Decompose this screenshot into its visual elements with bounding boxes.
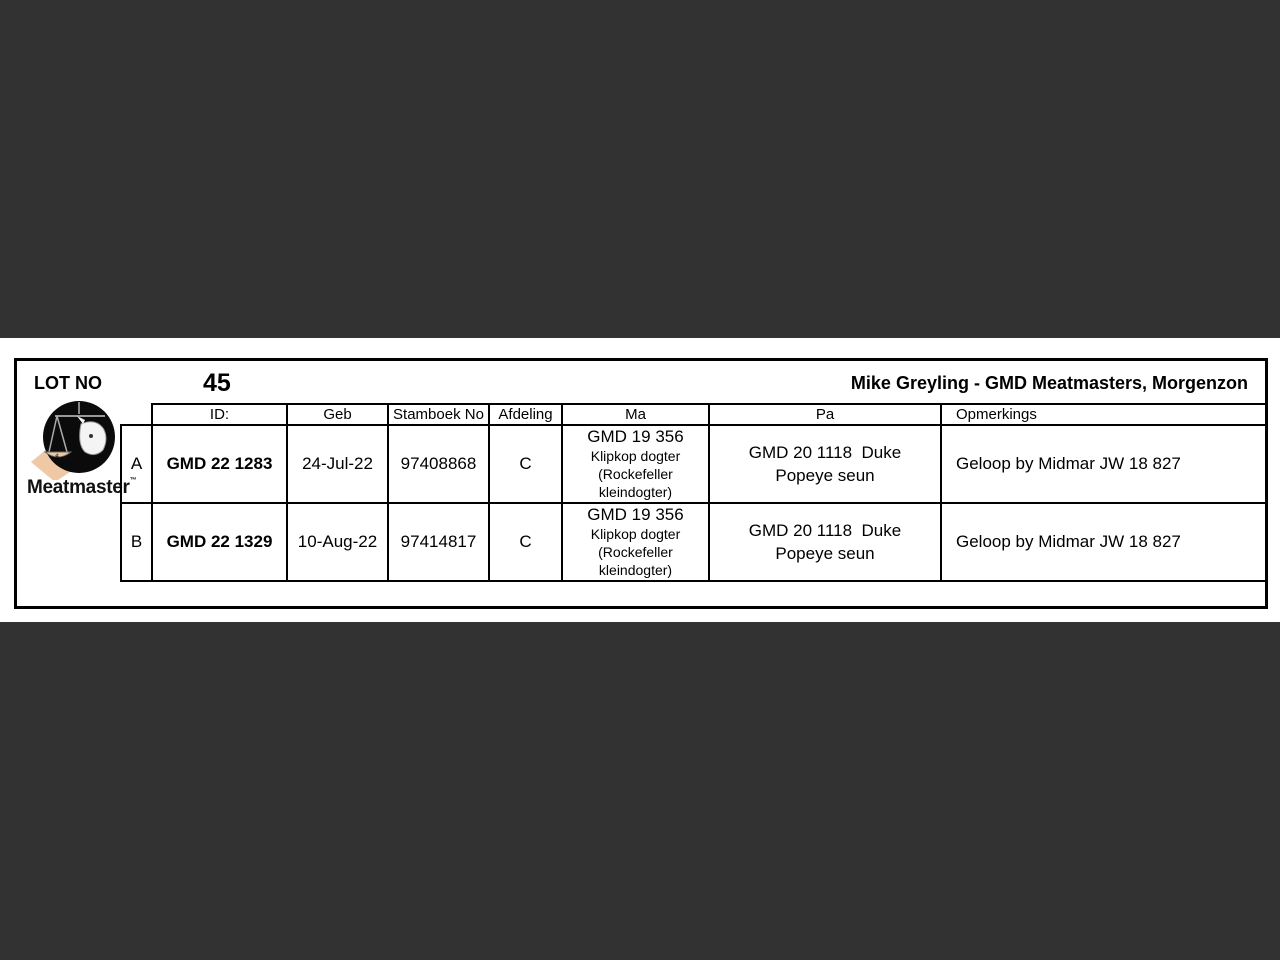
col-header-pa: Pa [709,404,941,425]
sire-id: GMD 20 1118 Duke [748,521,902,540]
stamboek-number: 97408868 [388,425,489,503]
table-header-row [121,404,1267,425]
birth-date: 24-Jul-22 [287,425,388,503]
col-header-stamboek: Stamboek No [388,404,489,425]
col-header-afdeling: Afdeling [489,404,562,425]
svg-text:$: $ [55,453,60,461]
animal-id: GMD 22 1329 [152,503,287,581]
dam-note-2: (Rockefeller [598,466,673,482]
row-letter: B [121,503,152,581]
dam-cell [562,503,709,581]
col-header-opmerkings: Opmerkings [941,404,1267,425]
dam-id: GMD 19 356 [587,427,684,446]
dam-note-3: kleindogter) [598,562,673,578]
sire-note: Popeye seun [775,466,875,485]
lot-number: 45 [203,369,231,397]
dam-note-2: (Rockefeller [598,544,673,560]
meatmaster-logo [25,400,137,502]
seller-name: Mike Greyling - GMD Meatmasters, Morgenzon [850,373,1248,393]
logo-wordmark: Meatmaster™ [27,477,137,498]
lot-label: LOT NO [34,373,102,393]
animal-id: GMD 22 1283 [152,425,287,503]
table-row [121,425,1267,503]
remarks: Geloop by Midmar JW 18 827 [941,425,1267,503]
lot-sheet [0,338,1280,622]
dam-note-1: Klipkop dogter [590,448,681,464]
dam-note-3: kleindogter) [598,484,673,500]
afdeling: C [489,503,562,581]
sire-note: Popeye seun [775,544,875,563]
birth-date: 10-Aug-22 [287,503,388,581]
sire-id: GMD 20 1118 Duke [748,443,902,462]
col-header-geb: Geb [287,404,388,425]
lot-frame [14,358,1268,609]
col-header-ma: Ma [562,404,709,425]
meatmaster-scale-icon [25,400,115,480]
col-header-id: ID: [152,404,287,425]
sire-cell [709,503,941,581]
header-blank [121,404,152,425]
stamboek-number: 97414817 [388,503,489,581]
dam-cell [562,425,709,503]
sire-cell [709,425,941,503]
remarks: Geloop by Midmar JW 18 827 [941,503,1267,581]
table-row [121,503,1267,581]
dam-note-1: Klipkop dogter [590,526,681,542]
row-letter: A [121,425,152,503]
lots-table [120,403,1268,582]
dam-id: GMD 19 356 [587,505,684,524]
afdeling: C [489,425,562,503]
